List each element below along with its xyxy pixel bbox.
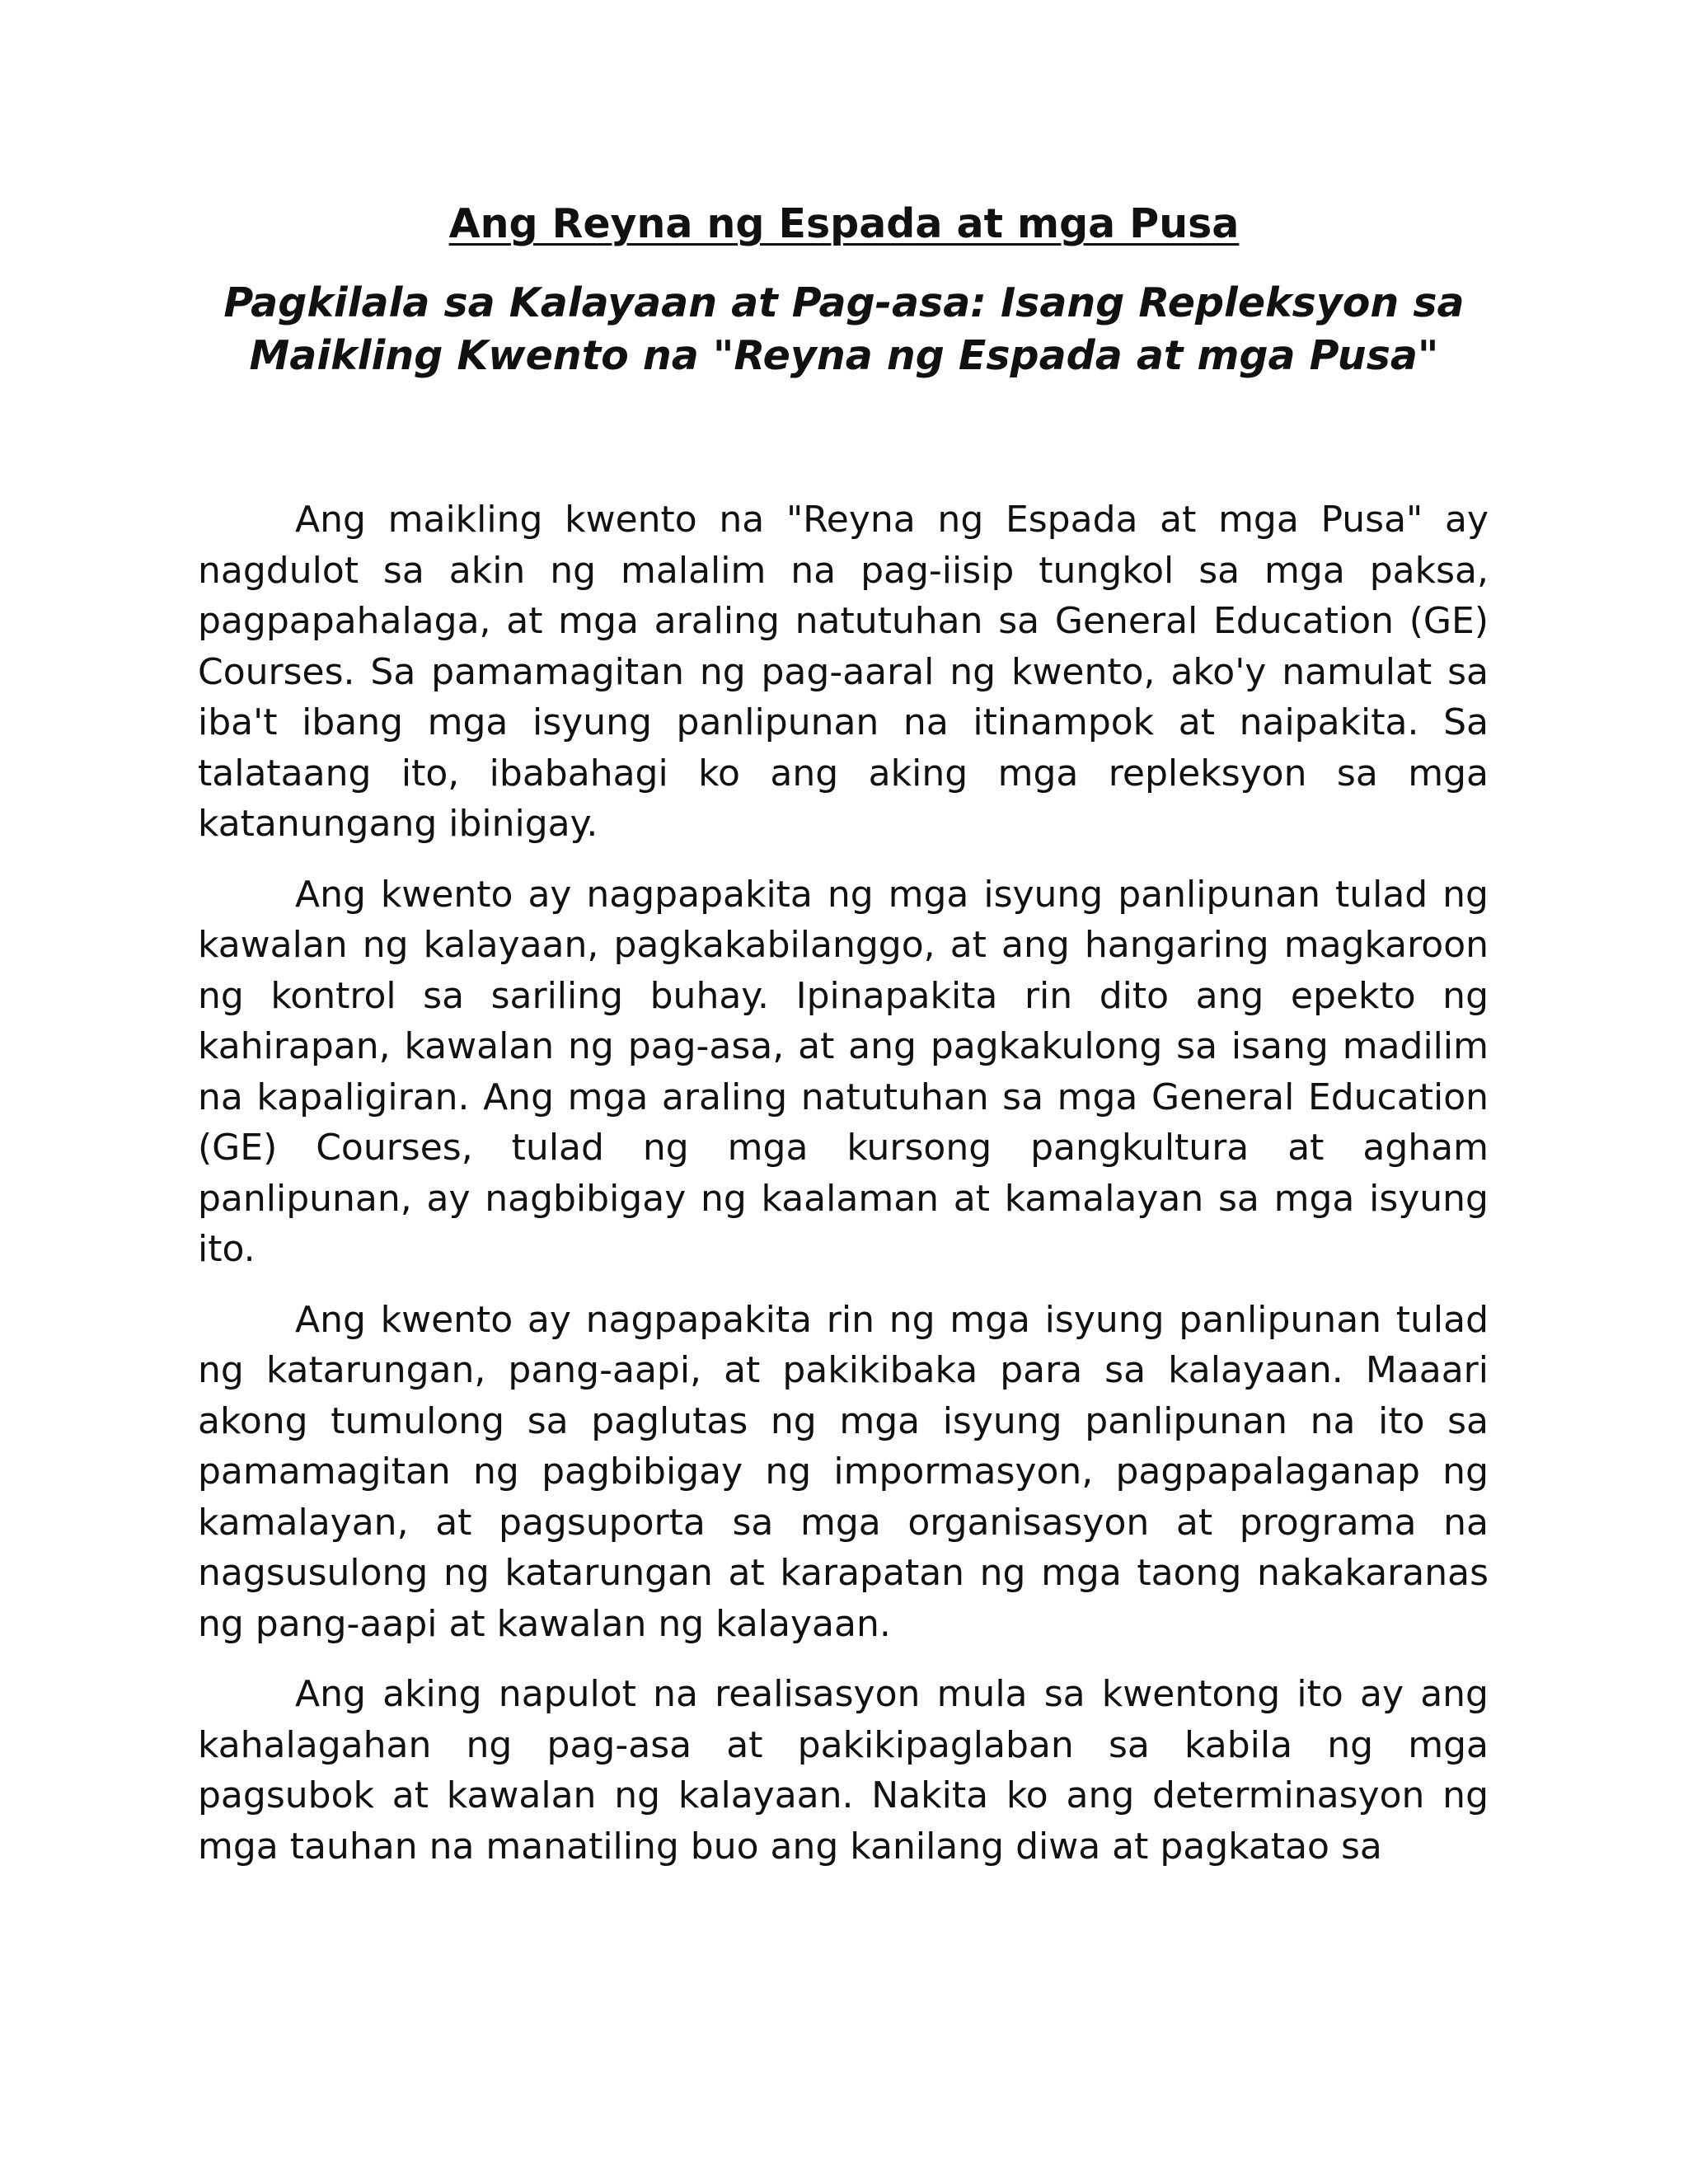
paragraph: Ang kwento ay nagpapakita rin ng mga isyung panlipunan tulad ng katarungan, pang-aapi, at pakikibaka para sa kalayaan. Maaari akong tumulong sa paglutas ng mga isyung panlipunan na ito sa pamamagitan ng pagbibigay ng impormasyon, pagpapalaganap ng kamalayan, at pagsuporta sa mga organisasyon at programa na nagsusulong ng katarungan at karapatan ng mga taong nakakaranas ng pang-aapi at kawalan ng kalayaan. [198,1298,1489,1645]
document-subtitle: Pagkilala sa Kalayaan at Pag-asa: Isang Repleksyon sa Maikling Kwento na "Reyna ng Espada at mga Pusa" [223,279,1465,379]
document-body [198,494,1489,1891]
paragraph: Ang aking napulot na realisasyon mula sa kwentong ito ay ang kahalagahan ng pag-asa at pakikipaglaban sa kabila ng mga pagsubok at kawalan ng kalayaan. Nakita ko ang determinasyon ng mga tauhan na manatiling buo ang kanilang diwa at pagkatao sa [198,1673,1489,1868]
paragraph: Ang kwento ay nagpapakita ng mga isyung panlipunan tulad ng kawalan ng kalayaan, pagkakabilanggo, at ang hangaring magkaroon ng kontrol sa sariling buhay. Ipinapakita rin dito ang epekto ng kahirapan, kawalan ng pag-asa, at ang pagkakulong sa isang madilim na kapaligiran. Ang mga araling natutuhan sa mga General Education (GE) Courses, tulad ng mga kursong pangkultura at agham panlipunan, ay nagbibigay ng kaalaman at kamalayan sa mga isyung ito. [198,873,1489,1270]
paragraph: Ang maikling kwento na "Reyna ng Espada at mga Pusa" ay nagdulot sa akin ng malalim na pag-iisip tungkol sa mga paksa, pagpapahalaga, at mga araling natutuhan sa General Education (GE) Courses. Sa pamamagitan ng pag-aaral ng kwento, ako'y namulat sa iba't ibang mga isyung panlipunan na itinampok at naipakita. Sa talataang ito, ibabahagi ko ang aking mga repleksyon sa mga katanungang ibinigay. [198,499,1489,845]
document-title: Ang Reyna ng Espada at mga Pusa [448,200,1240,247]
